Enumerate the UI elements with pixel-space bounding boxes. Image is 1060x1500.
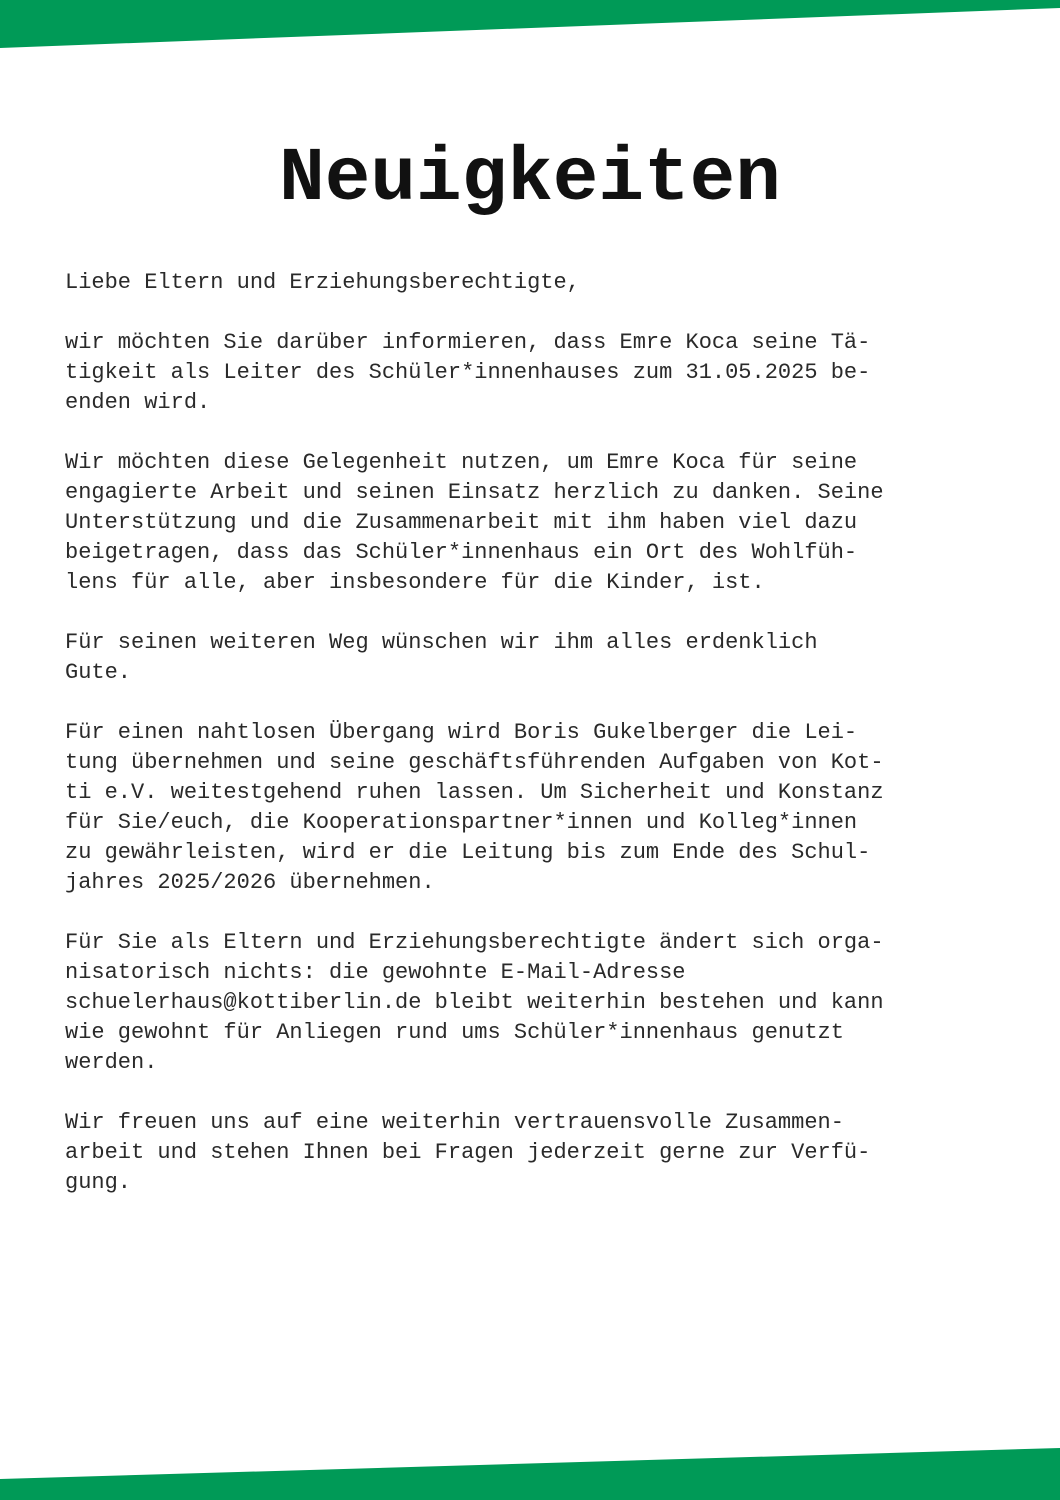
greeting-paragraph: Liebe Eltern und Erziehungsberechtigte, xyxy=(65,270,580,295)
organisation-paragraph: Für Sie als Eltern und Erziehungsberechtigte ändert sich orga- nisatorisch nichts: die gewohnte E-Mail-Adresse schuelerhaus@kottiberlin.de bleibt weiterhin bestehen und kann wie gewohnt für Anliegen rund ums Schüler*innenhaus genutzt werden. xyxy=(65,930,884,1075)
wishes-paragraph: Für seinen weiteren Weg wünschen wir ihm alles erdenklich Gute. xyxy=(65,630,818,685)
letter-body xyxy=(65,268,1005,1228)
thanks-paragraph: Wir möchten diese Gelegenheit nutzen, um Emre Koca für seine engagierte Arbeit und seinen Einsatz herzlich zu danken. Seine Unterstützung und die Zusammenarbeit mit ihm haben viel dazu beigetragen, dass das Schüler*innenhaus ein Ort des Wohlfüh- lens für alle, aber insbesondere für die Kinder, ist. xyxy=(65,450,884,595)
top-accent-band xyxy=(0,0,1060,60)
transition-paragraph: Für einen nahtlosen Übergang wird Boris Gukelberger die Lei- tung übernehmen und seine geschäftsführenden Aufgaben von Kot- ti e.V. weitestgehend ruhen lassen. Um Sicherheit und Konstanz für Sie/euch, die Kooperationspartner*innen und Kolleg*innen zu gewährleisten, wird er die Leitung bis zum Ende des Schul- jahres 2025/2026 übernehmen. xyxy=(65,720,884,895)
bottom-accent-band xyxy=(0,1440,1060,1500)
page-title: Neuigkeiten xyxy=(279,136,781,222)
closing-paragraph: Wir freuen uns auf eine weiterhin vertrauensvolle Zusammen- arbeit und stehen Ihnen bei Fragen jederzeit gerne zur Verfü- gung. xyxy=(65,1110,871,1195)
announcement-paragraph: wir möchten Sie darüber informieren, dass Emre Koca seine Tä- tigkeit als Leiter des Schüler*innenhauses zum 31.05.2025 be- enden wird. xyxy=(65,330,871,415)
